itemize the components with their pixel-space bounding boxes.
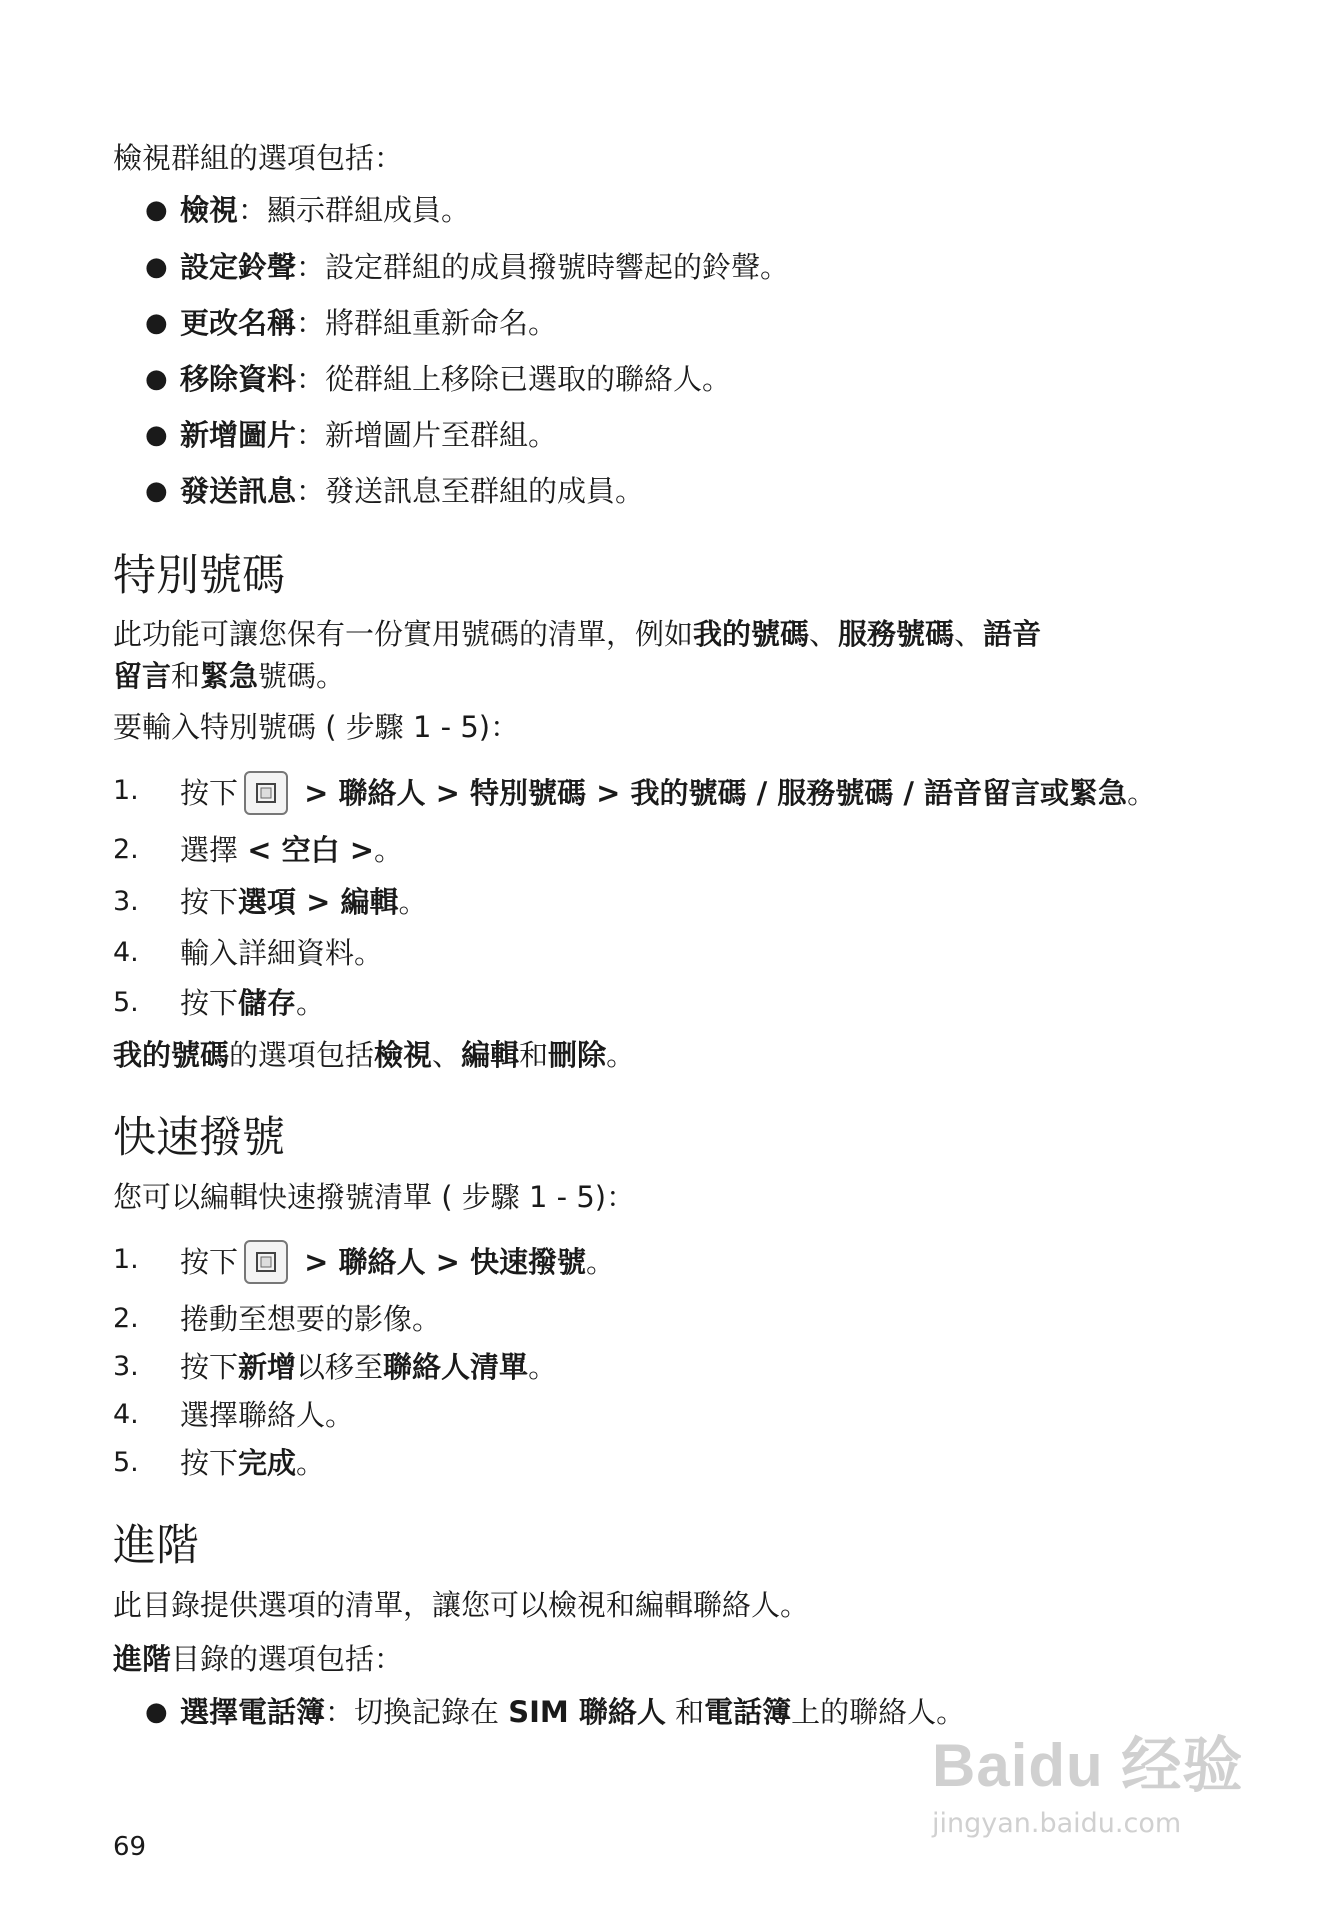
bullet-dot: ● — [145, 195, 168, 225]
speed-intro: 您可以編輯快速撥號清單 ( 步驟 1 - 5)： — [113, 1180, 636, 1214]
step-number: 4. — [113, 937, 139, 968]
step-number: 3. — [113, 1351, 139, 1382]
item-desc: ：設定群組的成員撥號時響起的鈴聲。 — [296, 250, 790, 284]
step-number: 5. — [113, 1447, 139, 1478]
bullet-dot: ● — [145, 308, 168, 338]
list-item — [180, 415, 557, 455]
item-desc: ：發送訊息至群組的成員。 — [296, 474, 645, 508]
step-number: 2. — [113, 834, 139, 865]
special-step-2: 選擇 < 空白 >。 — [180, 833, 404, 867]
item-desc: ：將群組重新命名。 — [296, 306, 558, 340]
speed-step-2: 捲動至想要的影像。 — [180, 1302, 442, 1336]
step-number: 2. — [113, 1303, 139, 1334]
section-heading-speed-dial: 快速撥號 — [113, 1113, 285, 1163]
list-item: 選擇電話簿：切換記錄在 SIM 聯絡人 和電話簿上的聯絡人。 — [180, 1695, 966, 1729]
list-item — [180, 303, 557, 343]
item-term: 檢視 — [180, 193, 239, 227]
special-options: 我的號碼的選項包括檢視、編輯和刪除。 — [113, 1038, 636, 1072]
step-number: 3. — [113, 886, 139, 917]
bullet-dot: ● — [145, 252, 168, 282]
item-desc: ：從群組上移除已選取的聯絡人。 — [296, 362, 732, 396]
special-step-3: 按下選項 > 編輯。 — [180, 885, 428, 919]
item-desc: ：顯示群組成員。 — [238, 193, 471, 227]
watermark — [932, 1718, 1243, 1839]
groups-intro: 檢視群組的選項包括： — [113, 141, 404, 175]
special-description-line2: 留言和緊急號碼。 — [113, 659, 346, 693]
step-number: 4. — [113, 1399, 139, 1430]
special-step-1: 按下 > 聯絡人 > 特別號碼 > 我的號碼 / 服務號碼 / 語音留言或緊急。 — [180, 771, 1156, 815]
section-heading-special: 特別號碼 — [113, 551, 285, 601]
menu-key-icon — [244, 771, 288, 815]
watermark-logo: Baidu 经验 — [932, 1732, 1244, 1799]
list-item — [180, 190, 470, 230]
item-desc: ：新增圖片至群組。 — [296, 418, 558, 452]
section-heading-advanced: 進階 — [113, 1521, 199, 1571]
step-number: 1. — [113, 775, 139, 806]
list-item — [180, 359, 731, 399]
bullet-dot: ● — [145, 476, 168, 506]
speed-step-3: 按下新增以移至聯絡人清單。 — [180, 1350, 558, 1384]
special-step-4: 輸入詳細資料。 — [180, 936, 384, 970]
page-number: 69 — [113, 1832, 147, 1862]
watermark-url: jingyan.baidu.com — [932, 1808, 1182, 1839]
speed-step-1: 按下 > 聯絡人 > 快速撥號。 — [180, 1240, 615, 1284]
list-item — [180, 471, 644, 511]
item-term: 設定鈴聲 — [180, 250, 297, 284]
item-term: 更改名稱 — [180, 306, 297, 340]
special-description-line1: 此功能可讓您保有一份實用號碼的清單，例如我的號碼、服務號碼、語音 — [113, 617, 1042, 651]
special-steps-intro: 要輸入特別號碼 ( 步驟 1 - 5)： — [113, 710, 520, 744]
speed-step-5: 按下完成。 — [180, 1446, 326, 1480]
bullet-dot: ● — [145, 364, 168, 394]
bullet-dot: ● — [145, 420, 168, 450]
step-number: 1. — [113, 1244, 139, 1275]
advanced-options-intro: 進階目錄的選項包括： — [113, 1642, 404, 1676]
speed-step-4: 選擇聯絡人。 — [180, 1398, 355, 1432]
bullet-dot: ● — [145, 1697, 168, 1727]
list-item — [180, 247, 789, 287]
special-step-5: 按下儲存。 — [180, 986, 326, 1020]
item-term: 移除資料 — [180, 362, 297, 396]
advanced-description: 此目錄提供選項的清單，讓您可以檢視和編輯聯絡人。 — [113, 1588, 810, 1622]
item-term: 新增圖片 — [180, 418, 297, 452]
menu-key-icon — [244, 1240, 288, 1284]
step-number: 5. — [113, 987, 139, 1018]
item-term: 發送訊息 — [180, 474, 297, 508]
